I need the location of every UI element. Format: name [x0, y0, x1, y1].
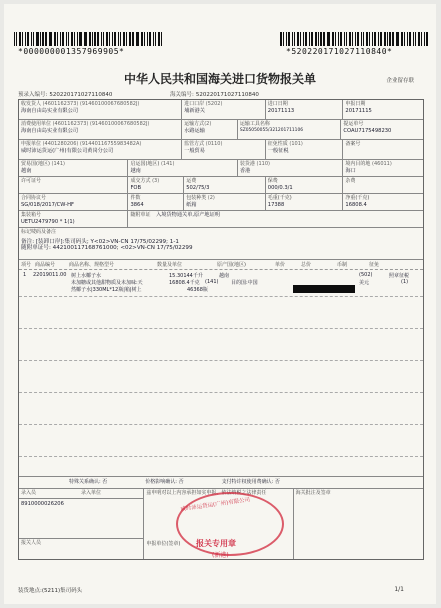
- barcode-bar: [25, 32, 26, 46]
- goods-header: [19, 260, 423, 270]
- origin-country-cell: 启运国(地区) (141) 越南: [128, 160, 237, 176]
- goods-col-header: 总价: [301, 262, 312, 268]
- pieces-cell: 件数 3864: [128, 194, 184, 210]
- customs-number: 海关编号: 520220171027110840: [170, 92, 259, 98]
- goods-currency-code: (502): [359, 272, 373, 278]
- goods-col-header: 原产国(地区): [217, 262, 246, 268]
- barcode-bar: [16, 32, 17, 46]
- barcode-bar: [361, 32, 362, 46]
- goods-qty-1: 15.30144千升: [169, 273, 203, 279]
- barcode-bar: [335, 32, 336, 46]
- barcode-bar: [22, 32, 23, 46]
- record-cell: 备案号: [345, 141, 361, 147]
- contract-cell: 合同协议号 SG/018/2017/CW-HF: [19, 194, 128, 210]
- barcode-bar: [320, 32, 321, 46]
- goods-body: [19, 270, 423, 476]
- barcode-bar: [407, 32, 408, 46]
- barcode-bar: [126, 32, 127, 46]
- barcode-bar: [300, 32, 301, 46]
- stamp-sub-text: (新港): [212, 552, 229, 559]
- form-row-7: [19, 211, 423, 228]
- barcode-bar: [315, 32, 317, 46]
- goods-separator: [19, 360, 423, 361]
- form-row-3: [19, 140, 423, 160]
- barcode-bar: [418, 32, 420, 46]
- levy-cell: 征免性质 (101) 一般征税: [266, 140, 344, 159]
- barcode-bar: [283, 32, 284, 46]
- barcode-bar: [366, 32, 368, 46]
- goods-spec: 未加糖或其他甜物质及未加味:天: [71, 280, 143, 286]
- barcode-bar: [158, 32, 160, 46]
- barcode-bar: [49, 32, 50, 46]
- goods-name: 树上水椰子水: [71, 273, 102, 279]
- barcode-bar: [292, 32, 293, 46]
- barcode-bar: [14, 32, 15, 46]
- barcode-bar: [392, 32, 394, 46]
- barcode-bar: [42, 32, 43, 46]
- special-relation: 特殊关系确认: 否: [69, 479, 108, 486]
- barcode-bar: [68, 32, 69, 46]
- vessel-cell: 运输工具名称 SZ05050055/321201711106: [238, 120, 341, 139]
- stamp-main-text: 报关专用章: [196, 539, 236, 548]
- barcode-bar: [112, 32, 113, 46]
- declaration-page: [4, 4, 436, 604]
- load-port-cell: 装货港 (110) 香港: [238, 160, 343, 176]
- barcode-left: [14, 32, 164, 46]
- barcode-bar: [19, 32, 21, 46]
- goods-currency: 美元: [359, 280, 370, 286]
- port-cell: 进口口岸 (5202) 埔新港关: [182, 100, 266, 119]
- entry-person-id: 8910000026206: [21, 501, 64, 507]
- barcode-bar: [280, 32, 282, 46]
- container-cell: 集装箱号 UETU2479790 * 1(1): [19, 211, 128, 227]
- bl-cell: 提运单号 COAU7175498230: [343, 121, 392, 134]
- barcode-bar: [303, 32, 304, 46]
- trade-country-cell: 贸易国(地区) (141) 越南: [19, 160, 128, 176]
- barcode-bar: [372, 32, 373, 46]
- barcode-bar: [389, 32, 390, 46]
- barcode-bar: [50, 32, 51, 46]
- barcode-bar: [45, 32, 47, 46]
- doc-number-line: 随附单证号: 442100117168761000; <02>VN-CN 17/75/02299: [21, 245, 193, 251]
- goods-separator: [19, 328, 423, 329]
- insurance-cell: 保费 000/0.3/1: [266, 177, 344, 193]
- barcode-bar: [137, 32, 138, 46]
- barcode-bar: [141, 32, 143, 46]
- barcode-bar: [79, 32, 81, 46]
- barcode-bar: [114, 32, 116, 46]
- barcode-bar: [85, 32, 86, 46]
- barcode-bar: [357, 32, 359, 46]
- pre-entry-number: 预录入编号: 520220171027110840: [18, 92, 113, 98]
- barcode-bar: [323, 32, 325, 46]
- form-row-2: [19, 120, 423, 140]
- barcode-bar: [327, 32, 328, 46]
- barcode-bar: [33, 32, 34, 46]
- barcode-bar: [311, 32, 312, 46]
- barcode-bar: [155, 32, 156, 46]
- barcode-bar: [89, 32, 91, 46]
- form-row-1: [19, 100, 423, 120]
- barcode-bar: [31, 32, 32, 46]
- goods-spec-2: 然椰子水|330ML*12瓶|箱|树上: [71, 287, 142, 293]
- barcode-bar: [305, 32, 307, 46]
- goods-qty-3: 46368瓶: [187, 287, 208, 293]
- barcode-bar: [297, 32, 299, 46]
- stamp-arc-text: 威时沛运货运(广州)有限公司: [180, 497, 251, 513]
- barcode-bar: [397, 32, 398, 46]
- barcode-bar: [286, 32, 287, 46]
- transport-cell: 运输方式(2) 水路运输: [182, 120, 238, 139]
- goods-qty-2: 16808.4千克: [169, 280, 200, 286]
- barcode-bar: [77, 32, 78, 46]
- package-cell: 包装种类 (2) 纸箱: [184, 194, 266, 210]
- barcode-right: [280, 32, 430, 46]
- barcode-bar: [309, 32, 310, 46]
- barcode-bar: [74, 32, 75, 46]
- goods-separator: [19, 456, 423, 457]
- goods-separator: [19, 424, 423, 425]
- barcode-bar: [340, 32, 342, 46]
- barcode-bar: [413, 32, 414, 46]
- barcode-bar: [318, 32, 319, 46]
- footer-location: 装货地点:(5211)集司码头: [18, 588, 83, 594]
- barcode-bar: [144, 32, 145, 46]
- freight-cell: 运费 502/75/3: [184, 177, 266, 193]
- trade-mode-cell: 监管方式 (0110) 一般贸易: [182, 140, 266, 159]
- barcode-bar: [66, 32, 67, 46]
- attached-docs-cell: 随附单证 入境货物通关单,原产地证明: [130, 212, 220, 218]
- barcode-bar: [118, 32, 119, 46]
- barcode-bar: [332, 32, 334, 46]
- declaration-form: [18, 99, 424, 560]
- form-row-6: [19, 194, 423, 211]
- goods-dest-note: 目的国:中国: [231, 280, 258, 286]
- barcode-bar: [109, 32, 110, 46]
- barcode-bar: [62, 32, 64, 46]
- barcode-bar: [103, 32, 104, 46]
- goods-separator: [19, 392, 423, 393]
- goods-col-header: 单价: [275, 262, 286, 268]
- royalty-confirm: 支付特许权使用费确认: 否: [221, 479, 280, 486]
- goods-section: [19, 260, 423, 476]
- barcode-bar: [60, 32, 61, 46]
- barcode-bar: [57, 32, 58, 46]
- barcode-bar: [101, 32, 102, 46]
- gross-weight-cell: 毛重(千克) 17388: [266, 194, 344, 210]
- barcode-bar: [369, 32, 370, 46]
- consignee-name: 海南自由岛实业有限公司: [21, 107, 79, 114]
- barcode-bar: [380, 32, 381, 46]
- barcode-bar: [401, 32, 403, 46]
- license-cell: 许可证号: [19, 177, 128, 193]
- barcode-bar: [421, 32, 422, 46]
- barcode-bar: [346, 32, 347, 46]
- goods-origin: 越南: [219, 273, 230, 279]
- misc-cell: 杂费: [345, 178, 356, 184]
- net-weight-cell: 净重(千克) 16808.4: [345, 195, 370, 208]
- barcode-bar: [426, 32, 428, 46]
- barcode-bar: [387, 32, 388, 46]
- goods-col-header: 项号: [21, 262, 32, 268]
- barcode-bar: [415, 32, 416, 46]
- form-row-4: [19, 160, 423, 177]
- barcode-bar: [136, 32, 137, 46]
- declare-date-cell: 申报日期 20171115: [345, 101, 372, 114]
- import-date-cell: 进口日期 20171113: [266, 100, 344, 119]
- barcode-bar: [92, 32, 93, 46]
- barcode-bar: [94, 32, 95, 46]
- barcode-bar: [396, 32, 397, 46]
- page-title: 中华人民共和国海关进口货物报关单: [123, 72, 316, 86]
- goods-code: 22019011.00: [33, 272, 67, 278]
- terms-cell: 成交方式 (3) FOB: [128, 177, 184, 193]
- goods-col-header: 商品名称、规格型号: [69, 262, 115, 268]
- barcode-bar: [147, 32, 148, 46]
- barcode-bar: [36, 32, 38, 46]
- barcode-bar: [374, 32, 376, 46]
- barcode-bar: [132, 32, 134, 46]
- declare-note-cell: 兹申明对以上内容承担如实申报、依法纳税之法律责任 申报单位(签章): [144, 489, 293, 559]
- barcode-bar: [54, 32, 56, 46]
- marks-cell: 标记唛码及备注 备注: [装卸口岸]:集司码头; Y<02>VN-CN 17/75/02299; 1-1 随附单证号: 442100117168761000; <02>VN-CN 17/75/02299: [19, 228, 423, 259]
- form-row-marks: [19, 228, 423, 260]
- barcode-bar: [294, 32, 295, 46]
- customs-note-cell: 海关批注及签章: [295, 490, 331, 496]
- barcode-bar: [40, 32, 41, 46]
- goods-col-header: 数量及单位: [157, 262, 183, 268]
- remark-line: 备注: [装卸口岸]:集司码头; Y<02>VN-CN 17/75/02299; 1-1: [21, 238, 179, 245]
- barcode-bar: [338, 32, 339, 46]
- barcode-bar: [404, 32, 405, 46]
- goods-levy-code: (1): [401, 279, 409, 285]
- form-row-5: [19, 177, 423, 194]
- barcode-bar: [349, 32, 351, 46]
- barcode-bar: [120, 32, 121, 46]
- price-influence: 价格影响确认: 否: [145, 479, 184, 486]
- goods-col-header: 征免: [369, 262, 380, 268]
- goods-separator: [19, 296, 423, 297]
- barcode-bar: [71, 32, 73, 46]
- barcode-bar: [153, 32, 154, 46]
- goods-col-header: 商品编号: [35, 262, 56, 268]
- barcode-bar: [378, 32, 379, 46]
- goods-levy: 照章征税: [389, 273, 410, 279]
- barcode-bar: [97, 32, 99, 46]
- barcode-bar: [328, 32, 329, 46]
- barcode-bar: [149, 32, 151, 46]
- barcode-right-text: *520220171027110840*: [286, 47, 393, 56]
- barcode-bar: [129, 32, 130, 46]
- barcode-bar: [352, 32, 353, 46]
- destination-cell: 境内目的地 (46011) 海口: [345, 161, 392, 174]
- barcode-bar: [123, 32, 125, 46]
- copy-tag: 企业留存联: [386, 78, 414, 84]
- barcode-bar: [409, 32, 411, 46]
- barcode-bar: [288, 32, 290, 46]
- barcode-bar: [84, 32, 85, 46]
- goods-origin-code: (141): [205, 279, 219, 285]
- barcode-bar: [363, 32, 364, 46]
- page-number: 1/1: [394, 586, 404, 593]
- barcode-bar: [344, 32, 345, 46]
- barcode-bar: [355, 32, 356, 46]
- consumer-cell: 消费使用单位 (4601162373) (91460100067680582J) 海南自由岛实业有限公司: [19, 120, 182, 139]
- consignee-cell: 收发货人 (4601162373) (91460100067680582J) 海南自由岛实业有限公司: [19, 100, 182, 119]
- goods-col-header: 币制: [337, 262, 348, 268]
- redacted-price: [293, 285, 355, 293]
- barcode-bar: [27, 32, 29, 46]
- entry-cell: 录入员 录入单位 8910000026206 报关人员: [19, 489, 144, 559]
- barcode-bar: [161, 32, 162, 46]
- agent-cell: 申报单位 (4401280206) (91440116755983482A) 威时沛运货运(广州)有限公司黄岗分公司: [19, 140, 182, 159]
- confirmations-row: [19, 476, 423, 489]
- barcode-bar: [106, 32, 108, 46]
- barcode-bar: [384, 32, 386, 46]
- barcode-left-text: *000000001357969905*: [18, 47, 125, 56]
- goods-item-no: 1: [23, 272, 27, 278]
- barcode-bar: [424, 32, 425, 46]
